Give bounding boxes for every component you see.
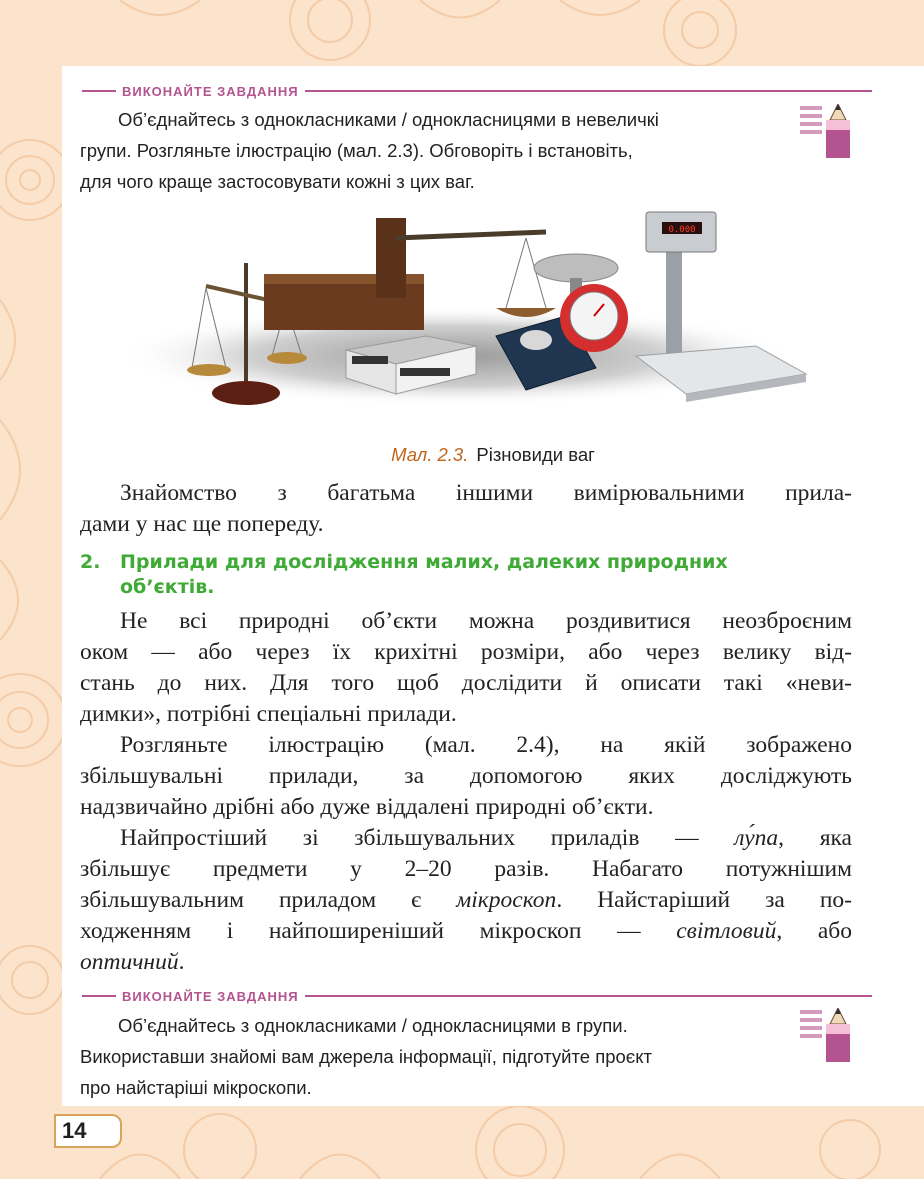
task-header-label: ВИКОНАЙТЕ ЗАВДАННЯ xyxy=(122,83,299,99)
section-heading xyxy=(80,550,870,600)
text-line xyxy=(80,823,852,854)
task-text xyxy=(80,1010,788,1103)
text-run: . Найстаріший за по- xyxy=(556,887,852,913)
text-run: , яка xyxy=(778,825,852,851)
page-number-text: 14 xyxy=(62,1118,87,1143)
text-run: . xyxy=(178,949,185,975)
text-line: дами у нас ще попереду. xyxy=(80,511,324,537)
task-header-label: ВИКОНАЙТЕ ЗАВДАННЯ xyxy=(122,988,299,1004)
paragraph xyxy=(80,478,852,540)
text-line: димки», потрібні спеціальні прилади. xyxy=(80,701,457,727)
text-run: Найпростіший зі збільшувальних приладів — xyxy=(120,825,735,851)
page-number xyxy=(54,1114,122,1148)
text-line xyxy=(80,947,852,978)
task-text-line: групи. Розгляньте ілюстрацію (мал. 2.3). Обговоріть і встановіть, xyxy=(80,140,633,161)
task-icon xyxy=(800,1008,854,1064)
task-text-line: Використавши знайомі вам джерела інформації, підготуйте проєкт xyxy=(80,1046,653,1067)
text-line: надзвичайно дрібні або дуже віддалені природні об’єкти. xyxy=(80,794,654,820)
caption-reference: Мал. 2.3. xyxy=(391,444,469,465)
task-text-line: для чого краще застосовувати кожні з цих ваг. xyxy=(80,171,475,192)
text-line: збільшує предмети у 2–20 разів. Набагато потужнішим xyxy=(80,856,852,882)
page-content xyxy=(62,66,924,1106)
task-text-line: Об’єднайтесь з однокласниками / однокласницями в групи. xyxy=(118,1015,628,1036)
term: мікроскоп xyxy=(456,887,557,913)
caption-text: Різновиди ваг xyxy=(476,444,595,465)
text-line xyxy=(80,885,852,916)
scale-display: 0.000 xyxy=(668,225,696,235)
task-header xyxy=(82,988,872,1004)
text-line: Розгляньте ілюстрацію (мал. 2.4), на якій зображено xyxy=(120,732,852,758)
section-number: 2. xyxy=(80,551,101,573)
text-line: оком — або через їх крихітні розміри, або через велику від- xyxy=(80,639,852,665)
text-line: стань до них. Для того щоб дослідити й описати такі «неви- xyxy=(80,670,852,696)
text-run: збільшувальним приладом є xyxy=(80,887,457,913)
task-text-line: про найстаріші мікроскопи. xyxy=(80,1077,312,1098)
paragraph xyxy=(80,823,852,978)
term: світловий xyxy=(676,918,777,944)
task-icon xyxy=(800,104,854,160)
paragraph xyxy=(80,606,852,730)
text-run: , або xyxy=(776,918,852,944)
term: лу́па xyxy=(734,825,779,851)
text-line: збільшувальні прилади, за допомогою яких досліджують xyxy=(80,763,852,789)
platform-scale xyxy=(636,212,806,402)
scales-illustration xyxy=(96,208,816,444)
term: оптичний xyxy=(80,949,179,975)
task-text xyxy=(80,104,788,197)
text-line xyxy=(80,916,852,947)
text-line: Знайомство з багатьма іншими вимірювальними прила- xyxy=(120,480,852,506)
task-header xyxy=(82,83,872,99)
text-line: Не всі природні об’єкти можна роздивитися неозброєним xyxy=(120,608,852,634)
text-run: ходженням і найпоширеніший мікроскоп — xyxy=(80,918,677,944)
section-title-line: об’єктів. xyxy=(120,576,215,598)
lever-scale xyxy=(264,218,556,330)
figure-caption xyxy=(62,444,924,466)
section-title-line: Прилади для дослідження малих, далеких природних xyxy=(120,551,728,573)
paragraph xyxy=(80,730,852,823)
task-text-line: Об’єднайтесь з однокласниками / однокласницями в невеличкі xyxy=(118,109,659,130)
